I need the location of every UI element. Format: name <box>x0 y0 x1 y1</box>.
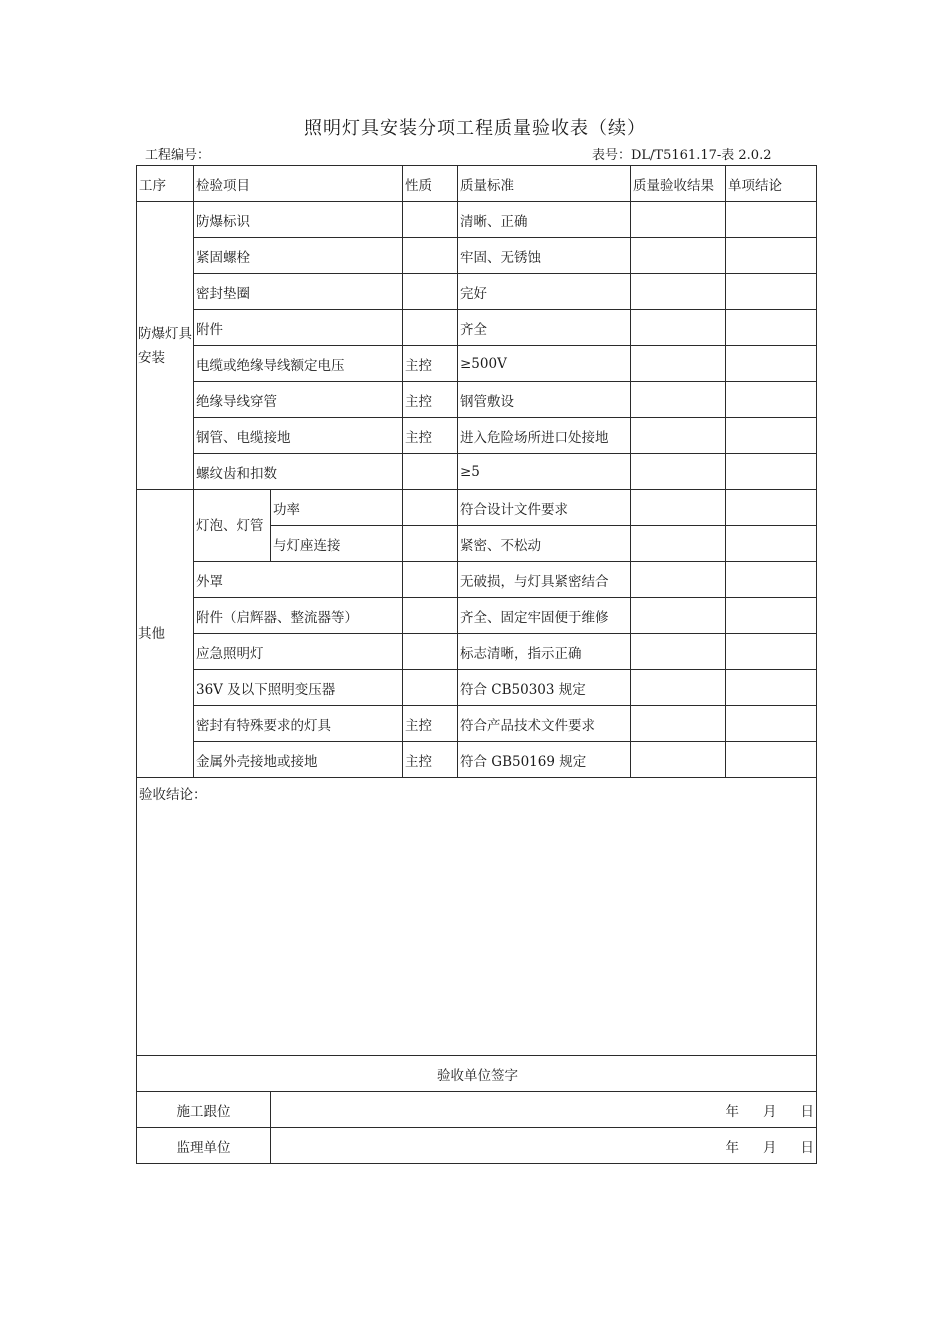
nature-cell <box>403 526 458 562</box>
table-row <box>137 382 817 418</box>
item-cell: 紧固螺栓 <box>194 238 403 274</box>
result-input-cell[interactable] <box>631 562 726 598</box>
acceptance-conclusion-field[interactable] <box>137 778 817 1056</box>
conclusion-input-cell[interactable] <box>726 418 817 454</box>
table-row <box>137 634 817 670</box>
form-number-label: 表号：DL/T5161.17-表 2.0.2 <box>592 148 772 163</box>
header-result: 质量验收结果 <box>631 166 726 202</box>
item-cell: 36V 及以下照明变压器 <box>194 670 403 706</box>
nature-cell <box>403 310 458 346</box>
table-row <box>137 238 817 274</box>
item-cell: 与灯座连接 <box>271 526 403 562</box>
table-row <box>137 706 817 742</box>
conclusion-input-cell[interactable] <box>726 346 817 382</box>
table-row <box>137 346 817 382</box>
year-label: 年 <box>725 1139 739 1156</box>
header-item: 检验项目 <box>194 166 403 202</box>
header-row <box>137 166 817 202</box>
conclusion-input-cell[interactable] <box>726 490 817 526</box>
result-input-cell[interactable] <box>631 490 726 526</box>
standard-cell: 齐全、固定牢固便于维修 <box>458 598 631 634</box>
construction-unit-label: 施工跟位 <box>137 1092 271 1128</box>
result-input-cell[interactable] <box>631 526 726 562</box>
nature-cell <box>403 562 458 598</box>
conclusion-input-cell[interactable] <box>726 382 817 418</box>
month-label: 月 <box>763 1139 777 1156</box>
signature-title: 验收单位签字 <box>137 1056 817 1092</box>
result-input-cell[interactable] <box>631 202 726 238</box>
nature-cell <box>403 598 458 634</box>
table-row <box>137 670 817 706</box>
result-input-cell[interactable] <box>631 742 726 778</box>
conclusion-input-cell[interactable] <box>726 670 817 706</box>
item-cell: 附件（启辉器、整流器等） <box>194 598 403 634</box>
standard-cell: 符合设计文件要求 <box>458 490 631 526</box>
result-input-cell[interactable] <box>631 310 726 346</box>
result-input-cell[interactable] <box>631 670 726 706</box>
conclusion-input-cell[interactable] <box>726 706 817 742</box>
conclusion-input-cell[interactable] <box>726 202 817 238</box>
item-cell: 防爆标识 <box>194 202 403 238</box>
result-input-cell[interactable] <box>631 706 726 742</box>
standard-cell: 标志清晰，指示正确 <box>458 634 631 670</box>
result-input-cell[interactable] <box>631 274 726 310</box>
header-process: 工序 <box>137 166 194 202</box>
standard-cell: 牢固、无锈蚀 <box>458 238 631 274</box>
conclusion-input-cell[interactable] <box>726 454 817 490</box>
item-cell: 螺纹齿和扣数 <box>194 454 403 490</box>
item-cell: 电缆或绝缘导线额定电压 <box>194 346 403 382</box>
standard-cell: 符合 CB50303 规定 <box>458 670 631 706</box>
result-input-cell[interactable] <box>631 634 726 670</box>
day-label: 日 <box>800 1139 814 1156</box>
standard-cell: 进入危险场所进口处接地 <box>458 418 631 454</box>
nature-cell <box>403 238 458 274</box>
group-explosion-proof: 防爆灯具安装 <box>137 202 194 490</box>
nature-cell <box>403 202 458 238</box>
item-cell: 密封垫圈 <box>194 274 403 310</box>
standard-cell: 完好 <box>458 274 631 310</box>
item-cell: 密封有特殊要求的灯具 <box>194 706 403 742</box>
conclusion-input-cell[interactable] <box>726 742 817 778</box>
table-row <box>137 562 817 598</box>
table-row <box>137 202 817 238</box>
date-placeholder <box>273 1136 816 1156</box>
result-input-cell[interactable] <box>631 346 726 382</box>
nature-cell: 主控 <box>403 742 458 778</box>
result-input-cell[interactable] <box>631 418 726 454</box>
item-cell: 绝缘导线穿管 <box>194 382 403 418</box>
nature-cell: 主控 <box>403 382 458 418</box>
form-title: 照明灯具安装分项工程质量验收表（续） <box>304 118 646 139</box>
table-row <box>137 490 817 526</box>
year-label: 年 <box>725 1103 739 1120</box>
standard-cell: 无破损，与灯具紧密结合 <box>458 562 631 598</box>
standard-cell: 符合产品技术文件要求 <box>458 706 631 742</box>
nature-cell: 主控 <box>403 346 458 382</box>
signature-row-construction <box>137 1092 817 1128</box>
day-label: 日 <box>800 1103 814 1120</box>
table-row <box>137 454 817 490</box>
item-cell: 附件 <box>194 310 403 346</box>
nature-cell <box>403 490 458 526</box>
acceptance-conclusion-label: 验收结论： <box>139 787 207 803</box>
month-label: 月 <box>763 1103 777 1120</box>
standard-cell: 符合 GB50169 规定 <box>458 742 631 778</box>
header-nature: 性质 <box>403 166 458 202</box>
group-other: 其他 <box>137 490 194 778</box>
result-input-cell[interactable] <box>631 454 726 490</box>
signature-row-supervision <box>137 1128 817 1164</box>
subgroup-bulb-tube: 灯泡、灯管 <box>194 490 271 562</box>
table-row <box>137 310 817 346</box>
nature-cell: 主控 <box>403 418 458 454</box>
conclusion-input-cell[interactable] <box>726 310 817 346</box>
standard-cell: 紧密、不松动 <box>458 526 631 562</box>
standard-cell: 钢管敷设 <box>458 382 631 418</box>
table-row <box>137 742 817 778</box>
item-cell: 应急照明灯 <box>194 634 403 670</box>
standard-cell: 齐全 <box>458 310 631 346</box>
table-row <box>137 418 817 454</box>
acceptance-conclusion-row <box>137 778 817 1056</box>
construction-signature-field[interactable] <box>271 1092 817 1128</box>
result-input-cell[interactable] <box>631 598 726 634</box>
date-placeholder <box>273 1100 816 1120</box>
standard-cell: ≥500V <box>458 346 631 382</box>
nature-cell <box>403 454 458 490</box>
item-cell: 功率 <box>271 490 403 526</box>
header-standard: 质量标准 <box>458 166 631 202</box>
conclusion-input-cell[interactable] <box>726 634 817 670</box>
table-row <box>137 598 817 634</box>
conclusion-input-cell[interactable] <box>726 238 817 274</box>
nature-cell <box>403 670 458 706</box>
result-input-cell[interactable] <box>631 238 726 274</box>
signature-title-row <box>137 1056 817 1092</box>
header-conclusion: 单项结论 <box>726 166 817 202</box>
conclusion-input-cell[interactable] <box>726 274 817 310</box>
conclusion-input-cell[interactable] <box>726 526 817 562</box>
item-cell: 金属外壳接地或接地 <box>194 742 403 778</box>
standard-cell: ≥5 <box>458 454 631 490</box>
standard-cell: 清晰、正确 <box>458 202 631 238</box>
table-row <box>137 274 817 310</box>
conclusion-input-cell[interactable] <box>726 562 817 598</box>
item-cell: 外罩 <box>194 562 403 598</box>
item-cell: 钢管、电缆接地 <box>194 418 403 454</box>
conclusion-input-cell[interactable] <box>726 598 817 634</box>
result-input-cell[interactable] <box>631 382 726 418</box>
nature-cell <box>403 634 458 670</box>
nature-cell: 主控 <box>403 706 458 742</box>
supervision-unit-label: 监理单位 <box>137 1128 271 1164</box>
inspection-table <box>136 165 817 1164</box>
project-number-label: 工程编号： <box>145 148 211 163</box>
nature-cell <box>403 274 458 310</box>
supervision-signature-field[interactable] <box>271 1128 817 1164</box>
